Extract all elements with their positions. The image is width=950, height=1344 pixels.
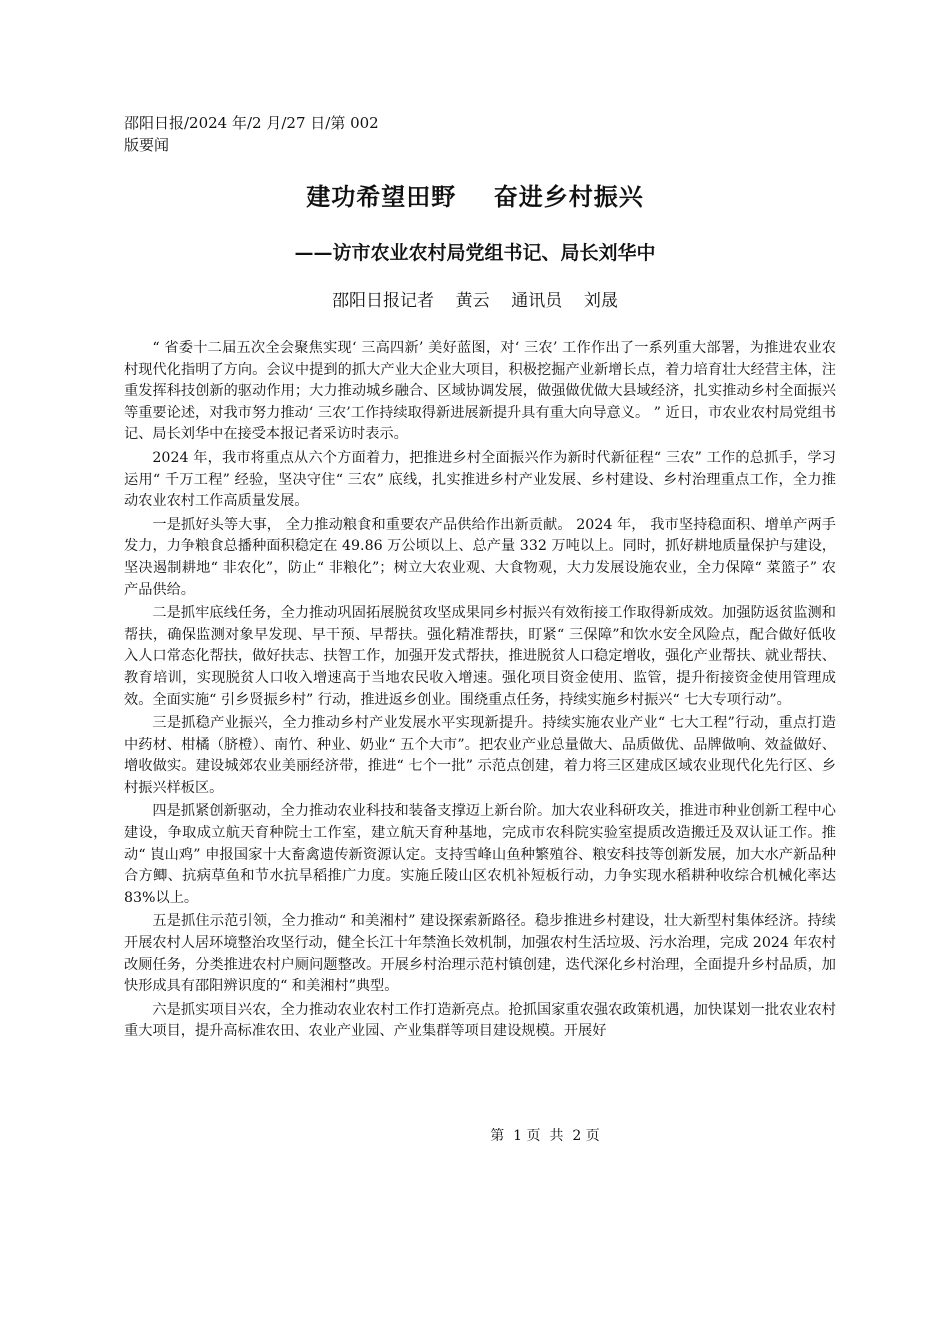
page-number: 第 1 页 共 2 页 <box>490 1128 600 1144</box>
paragraph-overview: 2024 年，我市将重点从六个方面着力，把推进乡村全面振兴作为新时代新征程“ 三农” 工作的总抓手，学习运用“ 千万工程” 经验，坚决守住“ 三农” 底线，扎实推进乡村产业发展、乡村建设、乡村治理重点工作，全力推动农业农村工作高质量发展。 <box>124 449 836 510</box>
source-line: 邵阳日报/2024 年/2 月/27 日/第 002 <box>124 114 379 132</box>
paragraph-intro: “ 省委十二届五次全会聚焦实现‘ 三高四新’ 美好蓝图，对‘ 三农’ 工作作出了一系列重大部署，为推进农业农村现代化指明了方向。会议中提到的抓大产业大企业大项目，积极挖掘产业新增长点，着力培育壮大经营主体，注重发挥科技创新的驱动作用；大力推动城乡融合、区域协调发展，做强做优做大县域经济，扎实推动乡村全面振兴等重要论述，对我市努力推动‘ 三农’工作持续取得新进展新提升具有重大向导意义。 ” 近日，市农业农村局党组书记、局长刘华中在接受本报记者采访时表示。 <box>124 340 836 443</box>
article-subtitle: ——访市农业农村局党组书记、局长刘华中 <box>294 242 656 264</box>
article-title: 建功希望田野 奋进乡村振兴 <box>306 182 644 211</box>
paragraph-point-1: 一是抓好头等大事， 全力推动粮食和重要农产品供给作出新贡献。 2024 年， 我市坚持稳面积、增单产两手发力，力争粮食总播种面积稳定在 49.86 万公顷以上、总产量 332 万吨以上。同时，抓好耕地质量保护与建设，坚决遏制耕地“ 非农化”，防止“ 非粮化”；树立大农业观、大食物观，大力发展设施农业，全力保障“ 菜篮子” 农产品供给。 <box>124 516 836 598</box>
paragraph-point-4: 四是抓紧创新驱动，全力推动农业科技和装备支撑迈上新台阶。加大农业科研攻关，推进市种业创新工程中心建设，争取成立航天育种院士工作室，建立航天育种基地，完成市农科院实验室提质改造搬迁及双认证工作。推动“ 崀山鸡” 申报国家十大畜禽遗传新资源认定。支持雪峰山鱼种繁殖谷、粮安科技等创新发展，加大水产新品种合方鲫、抗病草鱼和节水抗旱稻推广力度。实施丘陵山区农机补短板行动，力争实现水稻耕种收综合机械化率达 83%以上。 <box>124 803 836 906</box>
article-body <box>124 338 836 1045</box>
paragraph-point-5: 五是抓住示范引领，全力推动“ 和美湘村” 建设探索新路径。稳步推进乡村建设，壮大新型村集体经济。持续开展农村人居环境整治攻坚行动，健全长江十年禁渔长效机制，加强农村生活垃圾、污水治理，完成 2024 年农村改厕任务，分类推进农村户厕问题整改。开展乡村治理示范村镇创建，迭代深化乡村治理，全面提升乡村品质，加快形成具有邵阳辨识度的“ 和美湘村”典型。 <box>124 913 836 995</box>
source-info <box>124 112 379 156</box>
section-name: 版要闻 <box>124 136 170 154</box>
article-byline: 邵阳日报记者 黄云 通讯员 刘晟 <box>332 291 618 311</box>
paragraph-point-3: 三是抓稳产业振兴，全力推动乡村产业发展水平实现新提升。持续实施农业产业“ 七大工程”行动，重点打造中药材、柑橘（脐橙）、南竹、种业、奶业“ 五个大市”。把农业产业总量做大、品质做优、品牌做响、效益做好、增收做实。建设城郊农业美丽经济带，推进“ 七个一批” 示范点创建，着力将三区建成区域农业现代化先行区、乡村振兴样板区。 <box>124 715 836 796</box>
paragraph-point-6: 六是抓实项目兴农，全力推动农业农村工作打造新亮点。抢抓国家重农强农政策机遇，加快谋划一批农业农村重大项目，提升高标准农田、农业产业园、产业集群等项目建设规模。开展好 <box>124 1001 836 1040</box>
paragraph-point-2: 二是抓牢底线任务，全力推动巩固拓展脱贫攻坚成果同乡村振兴有效衔接工作取得新成效。加强防返贫监测和帮扶，确保监测对象早发现、早干预、早帮扶。强化精准帮扶，盯紧“ 三保障”和饮水安全风险点，配合做好低收入人口常态化帮扶，做好扶志、扶智工作，加强开发式帮扶，推进脱贫人口稳定增收，强化产业帮扶、就业帮扶、教育培训，实现脱贫人口收入增速高于当地农民收入增速。强化项目资金使用、监管，提升衔接资金使用管理成效。全面实施“ 引乡贤振乡村” 行动，推进返乡创业。围绕重点任务，持续实施乡村振兴“ 七大专项行动”。 <box>124 605 836 708</box>
